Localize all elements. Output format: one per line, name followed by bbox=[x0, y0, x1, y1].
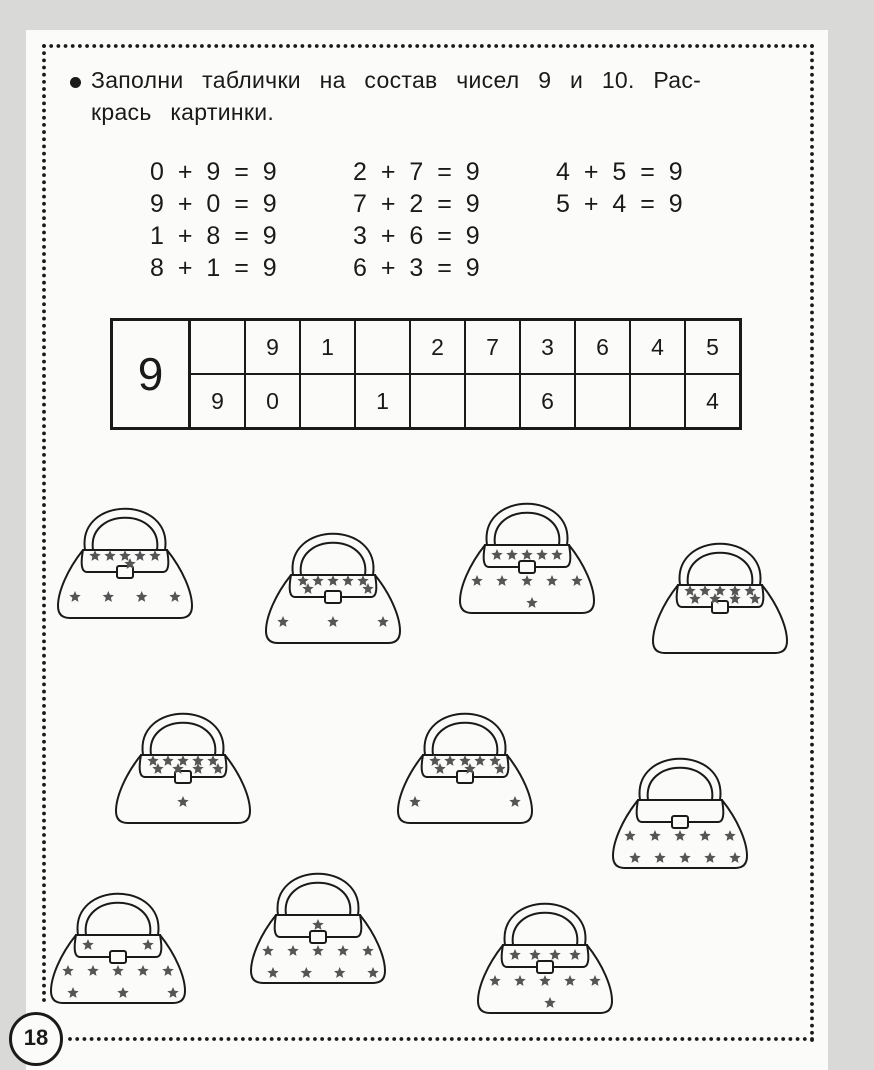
table-cell[interactable]: 2 bbox=[409, 321, 464, 373]
equation: 7 + 2 = 9 bbox=[353, 190, 480, 218]
table-cell[interactable]: 9 bbox=[244, 321, 299, 373]
equation: 0 + 9 = 9 bbox=[150, 158, 277, 186]
task-line-2: крась картинки. bbox=[91, 99, 275, 125]
equation: 5 + 4 = 9 bbox=[556, 190, 683, 218]
equation: 2 + 7 = 9 bbox=[353, 158, 480, 186]
table-cell[interactable]: 1 bbox=[354, 375, 409, 427]
table-cell[interactable]: 0 bbox=[244, 375, 299, 427]
table-number: 9 bbox=[113, 321, 191, 427]
handbag-picture[interactable] bbox=[266, 534, 400, 643]
handbag-picture[interactable] bbox=[51, 894, 185, 1003]
table-cell[interactable]: 7 bbox=[464, 321, 519, 373]
table-cell[interactable]: 6 bbox=[519, 375, 574, 427]
handbag-picture[interactable] bbox=[460, 504, 594, 613]
handbag-picture[interactable] bbox=[398, 714, 532, 823]
equation: 8 + 1 = 9 bbox=[150, 254, 277, 282]
equation: 1 + 8 = 9 bbox=[150, 222, 277, 250]
equation: 3 + 6 = 9 bbox=[353, 222, 480, 250]
table-cell[interactable]: 9 bbox=[211, 387, 224, 414]
table-cell[interactable]: 4 bbox=[684, 375, 739, 427]
table-cell[interactable]: 1 bbox=[299, 321, 354, 373]
page-number: 18 bbox=[9, 1012, 63, 1066]
table-cell[interactable]: 3 bbox=[519, 321, 574, 373]
handbag-picture[interactable] bbox=[478, 904, 612, 1013]
equation: 6 + 3 = 9 bbox=[353, 254, 480, 282]
handbag-picture[interactable] bbox=[116, 714, 250, 823]
handbag-picture[interactable] bbox=[58, 509, 192, 618]
table-cell[interactable]: 6 bbox=[574, 321, 629, 373]
handbag-picture[interactable] bbox=[251, 874, 385, 983]
handbag-picture[interactable] bbox=[653, 544, 787, 653]
handbag-picture[interactable] bbox=[613, 759, 747, 868]
task-line-1: Заполни таблички на состав чисел 9 и 10. Рас- bbox=[91, 67, 702, 93]
equation: 4 + 5 = 9 bbox=[556, 158, 683, 186]
table-cell[interactable]: 5 bbox=[684, 321, 739, 373]
table-cell[interactable]: 4 bbox=[629, 321, 684, 373]
equation: 9 + 0 = 9 bbox=[150, 190, 277, 218]
